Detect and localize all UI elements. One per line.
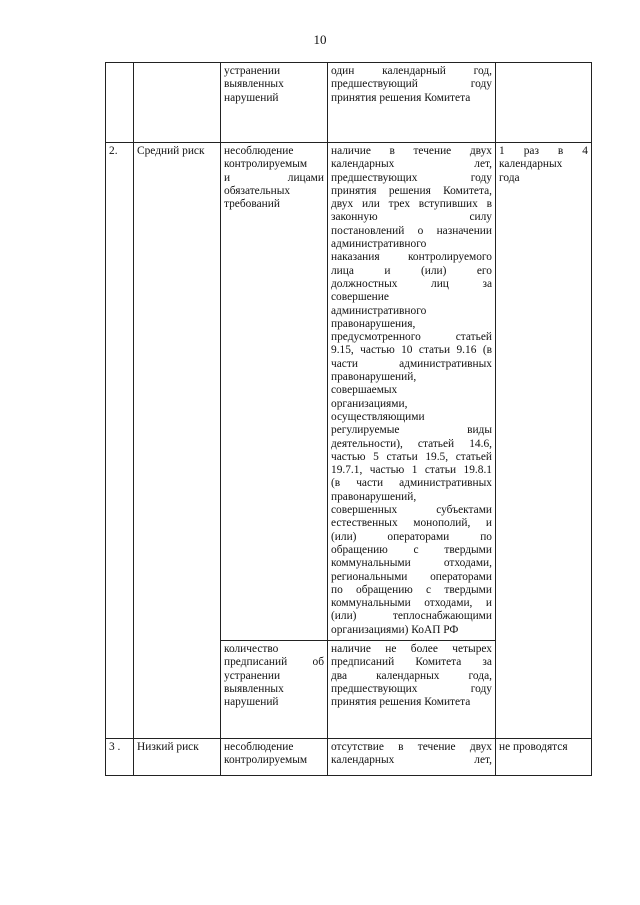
condition-line: частью 5 статьи 19.5, статьей — [331, 450, 492, 463]
table-row — [106, 738, 592, 775]
condition-line: лица и (или) его — [331, 264, 492, 277]
condition-line: предусмотренного статьей — [331, 331, 492, 344]
condition-line: отсутствие в течение двух — [331, 740, 492, 753]
criterion-line: устранении — [224, 669, 281, 682]
frequency-cell — [496, 63, 592, 143]
condition-line: принятия решения Комитета — [331, 696, 471, 709]
criterion-cell — [221, 738, 328, 775]
criterion-line: требований — [224, 198, 280, 211]
condition-line: наличие не более четырех — [331, 642, 492, 655]
condition-line: принятия решения Комитета, — [331, 184, 492, 197]
condition-line: совершение — [331, 291, 389, 304]
condition-line: (или) теплоснабжающими — [331, 610, 492, 623]
condition-line: деятельности), статьей 14.6, — [331, 437, 492, 450]
criterion-line: контролируемым — [224, 158, 308, 171]
condition-line: административного — [331, 304, 427, 317]
row-number-cell: 3 . — [106, 738, 134, 775]
condition-line: осуществляющими — [331, 410, 425, 423]
criterion-line: выявленных — [224, 682, 284, 695]
frequency-line: календарных — [499, 158, 563, 171]
condition-cell — [328, 143, 496, 641]
criterion-cell — [221, 143, 328, 641]
row-number-cell: 2. — [106, 143, 134, 739]
condition-line: законную силу — [331, 211, 492, 224]
condition-line: постановлений о назначении — [331, 224, 492, 237]
row-number-cell — [106, 63, 134, 143]
risk-category-cell — [134, 63, 221, 143]
table-row — [106, 143, 592, 641]
criterion-line: предписаний об — [224, 656, 324, 669]
frequency-line: 1 раз в 4 — [499, 145, 588, 157]
condition-line: совершаемых — [331, 384, 398, 397]
condition-line: по обращению с твердыми — [331, 583, 492, 596]
condition-line: регулируемые виды — [331, 424, 492, 437]
criterion-line: несоблюдение — [224, 740, 294, 753]
condition-line: календарных лет, — [331, 158, 492, 171]
condition-line: естественных монополий, и — [331, 517, 492, 530]
frequency-cell — [496, 143, 592, 739]
condition-line: наказания контролируемого — [331, 251, 492, 264]
table-row — [106, 63, 592, 143]
risk-category-cell: Низкий риск — [134, 738, 221, 775]
criterion-line: выявленных — [224, 78, 284, 91]
condition-cell — [328, 640, 496, 738]
frequency-cell — [496, 738, 592, 775]
condition-line: должностных лиц за — [331, 277, 492, 290]
criterion-line: нарушений — [224, 91, 279, 104]
condition-line: 9.15, частью 10 статьи 9.16 (в — [331, 344, 492, 357]
condition-line: региональными операторами — [331, 570, 492, 583]
condition-line: правонарушения, — [331, 317, 416, 330]
risk-category-table — [105, 62, 592, 776]
condition-line: предписаний Комитета за — [331, 656, 492, 669]
condition-cell — [328, 63, 496, 143]
condition-line: обращению с твердыми — [331, 543, 492, 556]
condition-line: организациями) КоАП РФ — [331, 623, 459, 636]
condition-line: предшествующий году — [331, 78, 492, 91]
condition-line: части административных — [331, 357, 492, 370]
page-number: 10 — [313, 32, 327, 47]
condition-line: предшествующих году — [331, 682, 492, 695]
condition-line: двух или трех вступивших в — [331, 198, 492, 211]
criterion-line: устранении — [224, 65, 281, 77]
condition-line: 19.7.1, частью 1 статьи 19.8.1 — [331, 464, 492, 477]
condition-line: административного — [331, 238, 427, 251]
frequency-line: не проводятся — [499, 740, 568, 753]
condition-line: два календарных года, — [331, 669, 492, 682]
criterion-line: обязательных — [224, 184, 291, 197]
criterion-line: контролируемым — [224, 754, 308, 767]
condition-line: (в части административных — [331, 477, 492, 490]
criterion-line: несоблюдение — [224, 145, 294, 157]
condition-line: правонарушений, — [331, 490, 417, 503]
criterion-cell — [221, 63, 328, 143]
condition-line: один календарный год, — [331, 65, 492, 77]
criterion-line: количество — [224, 642, 279, 655]
condition-line: календарных лет, — [331, 754, 492, 767]
criterion-line: нарушений — [224, 696, 279, 709]
condition-cell — [328, 738, 496, 775]
condition-line: правонарушений, — [331, 371, 417, 384]
frequency-line: года — [499, 171, 520, 184]
condition-line: организациями, — [331, 397, 408, 410]
criterion-cell — [221, 640, 328, 738]
condition-line: коммунальными отходами, — [331, 557, 492, 570]
condition-line: наличие в течение двух — [331, 145, 492, 157]
condition-line: предшествующих году — [331, 171, 492, 184]
condition-line: совершенных субъектами — [331, 504, 492, 517]
condition-line: (или) операторами по — [331, 530, 492, 543]
criterion-line: и лицами — [224, 171, 324, 184]
condition-line: коммунальными отходами, и — [331, 597, 492, 610]
condition-line: принятия решения Комитета — [331, 91, 471, 104]
risk-category-cell: Средний риск — [134, 143, 221, 739]
